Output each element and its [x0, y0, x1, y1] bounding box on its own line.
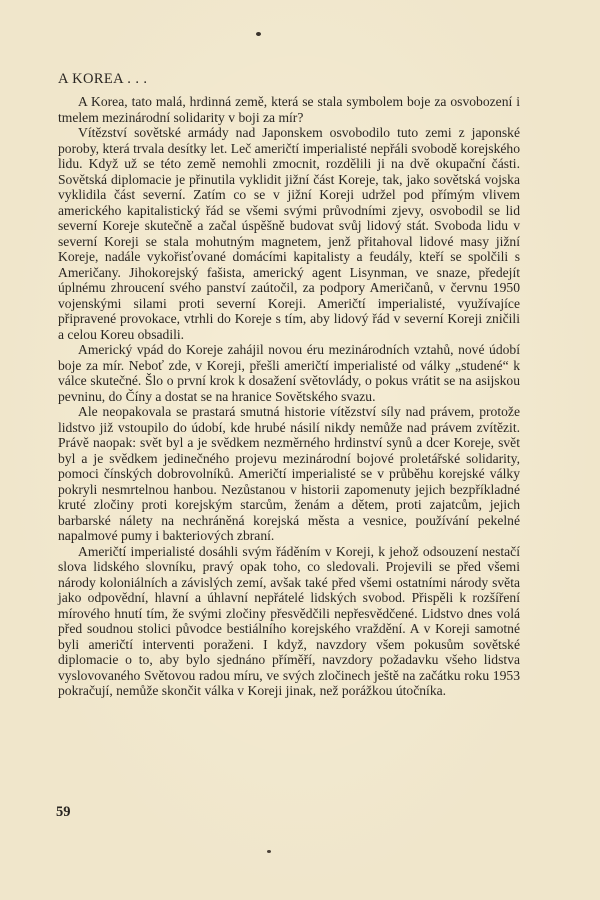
- paragraph: Americký vpád do Koreje zahájil novou éru mezinárodních vztahů, nové údobí boje za mír. Neboť zde, v Koreji, přešli američtí imperialisté od války „studené“ k válce skutečné. Šlo o první krok k dosažení světovlády, o pokus vrátit se na asijskou pevninu, do Číny a dostat se na hranice Sovětského svazu.: [58, 342, 520, 404]
- paragraph: Vítězství sovětské armády nad Japonskem osvobodilo tuto zemi z japonské poroby, která trvala desítky let. Leč američtí imperialisté nepřáli svobodě korejského lidu. Když už se této země nemohli zmocnit, rozdělili ji na dvě okupační části. Sovětská diplomacie je přinutila vyklidit jižní část Koreje, tak, jako sovětská vojska vyklidila část severní. Zatím co se v jižní Koreji udržel pod přímým vlivem amerického kapitalistický řád se všemi svými průvodními zjevy, osvobodil se lid severní Koreje skutečně a začal úspěšně budovat svůj lidový stát. Svoboda lidu v severní Koreji se stala mohutným magnetem, jenž přitahoval lidové masy jižní Koreje, nadále vykořisťované domácími kapitalisty a feudály, kteří se spolčili s Američany. Jihokorejský fašista, americký agent Lisynman, ve snaze, předejít úplnému zhroucení svého panství zaútočil, za podpory Američanů, v červnu 1950 vojenskými silami proti severní Koreji. Američtí imperialisté, využívajíce připravené provokace, vtrhli do Koreje s tím, aby lidový řád v severní Koreji zničili a celou Koreu obsadili.: [58, 125, 520, 342]
- chapter-heading: A KOREA . . .: [58, 71, 148, 87]
- ink-speck: [256, 32, 261, 36]
- ink-speck-bottom: [267, 850, 271, 853]
- paragraph: Američtí imperialisté dosáhli svým řáděním v Koreji, k jehož odsouzení nestačí slova lidského slovníku, pravý opak toho, co sledovali. Projevili se před všemi národy koloniálních a závislých zemí, avšak také před všemi ostatními národy světa jako odpovědní, hlavní a úhlavní nepřátelé lidských svobod. Přispěli k rozšíření mírového hnutí tím, že svými zločiny přesvědčili nepřesvědčené. Lidstvo dnes volá před soudnou stolici původce bestiálního korejského vraždění. A v Koreji samotné byli američtí interventi poraženi. I když, navzdory všem pokusům sovětské diplomacie o to, aby bylo sjednáno příměří, navzdory požadavku všeho lidstva vyslovovaného Světovou radou míru, ve svých zločinech ještě na začátku roku 1953 pokračují, nemůže skončit válka v Koreji jinak, než porážkou útočníka.: [58, 543, 520, 698]
- paragraph: Ale neopakovala se prastará smutná historie vítězství síly nad právem, protože lidstvo již vstoupilo do údobí, kde hrubé násilí nikdy nemůže nad právem zvítězit. Právě naopak: svět byl a je svědkem nezměrného hrdinství synů a dcer Koreje, svět byl a je svědkem jedinečného projevu mezinárodní bojové proletářské solidarity, pomoci čínských dobrovolníků. Američtí imperialisté se v průběhu korejské války pokryli nesmrtelnou hanbou. Nezůstanou v historii zapomenuty jejich bezpříkladné kruté zločiny proti korejským starcům, ženám a dětem, proti zajatcům, jejich barbarské nálety na nechráněná korejská města a vesnice, používání pekelné napalmové pumy i bakteriových zbraní.: [58, 404, 520, 543]
- paragraph: A Korea, tato malá, hrdinná země, která se stala symbolem boje za osvobození i tmelem mezinárodní solidarity v boji za mír?: [58, 94, 520, 125]
- page-number: 59: [56, 804, 71, 820]
- body-text: [58, 94, 520, 699]
